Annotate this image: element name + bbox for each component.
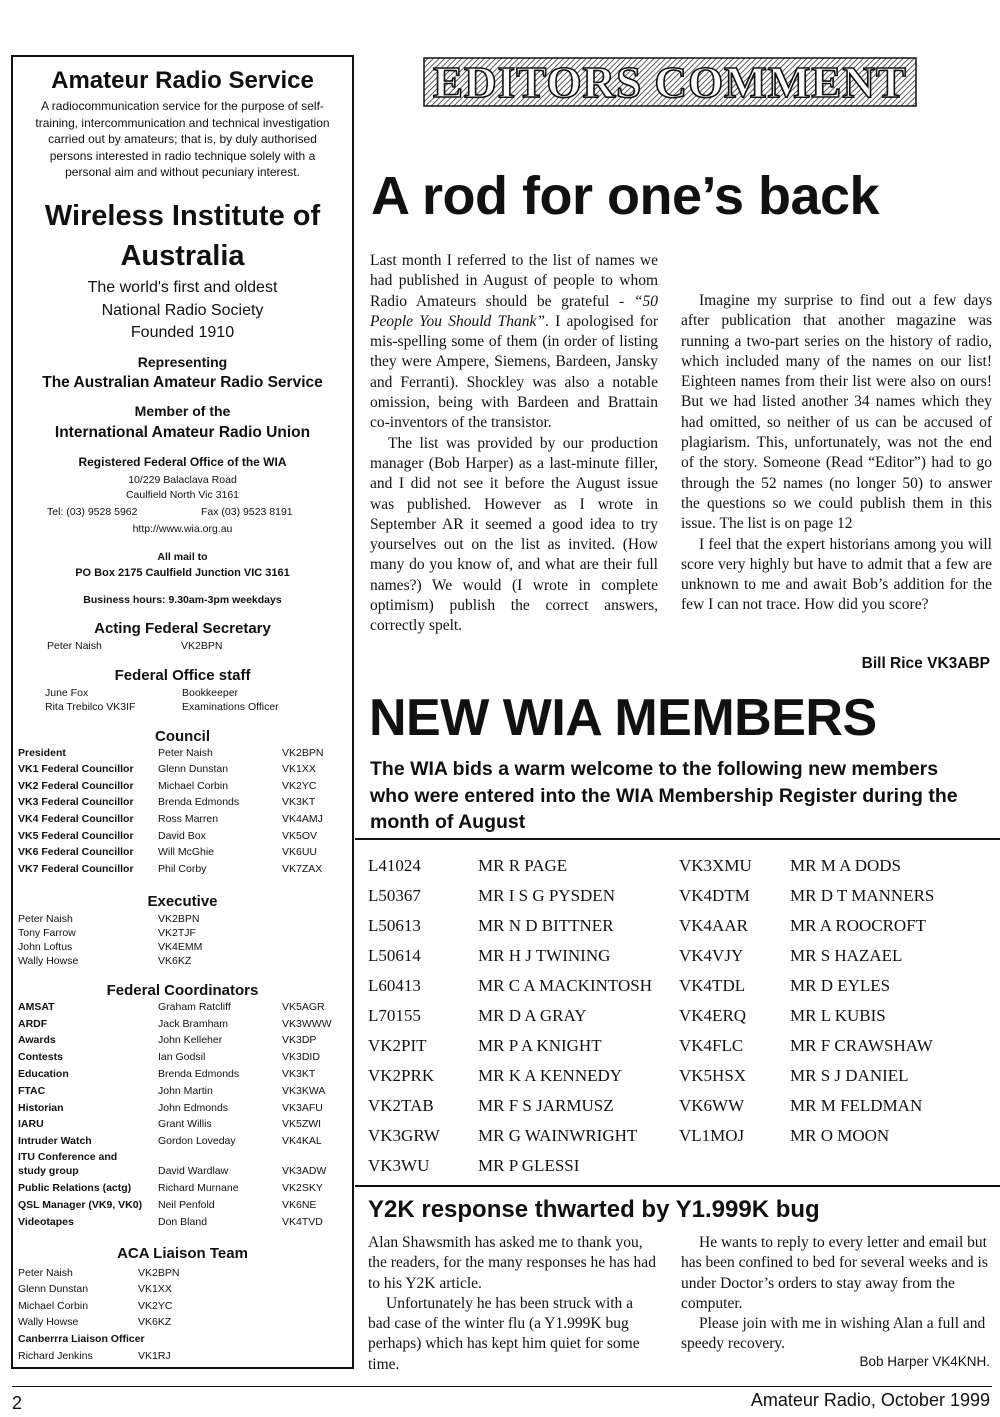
council-call: VK6UU <box>282 846 318 858</box>
mail-label: All mail to <box>157 551 208 563</box>
member-name: MR A ROOCROFT <box>790 916 927 935</box>
council-role: VK5 Federal Councillor <box>18 830 134 842</box>
member-call: VK5HSX <box>679 1066 747 1085</box>
coordinator-role: Intruder Watch <box>18 1135 92 1147</box>
staff-heading: Federal Office staff <box>114 667 251 684</box>
council-call: VK2BPN <box>282 747 324 759</box>
member-body: International Amateur Radio Union <box>54 424 311 441</box>
member-call: VK4ERQ <box>679 1006 747 1025</box>
coordinators-heading: Federal Coordinators <box>106 982 259 999</box>
new-members-intro: The WIA bids a warm welcome to the following new members who were entered into the WIA Membership Register during the month of August <box>370 758 958 833</box>
secretary-call: VK2BPN <box>181 640 223 652</box>
executive-name: Peter Naish <box>18 913 73 925</box>
member-name: MR P A KNIGHT <box>478 1036 602 1055</box>
coordinator-role: Awards <box>18 1034 56 1046</box>
member-call: VK2TAB <box>368 1096 434 1115</box>
new-members-title: NEW WIA MEMBERS <box>369 689 877 747</box>
members-table <box>355 838 1000 1187</box>
council-heading: Council <box>155 728 210 745</box>
member-call: L50614 <box>368 946 421 965</box>
executive-heading: Executive <box>147 893 218 910</box>
wia-title-line1: Wireless Institute of <box>44 200 321 232</box>
coordinator-role: Contests <box>18 1051 63 1063</box>
office-phone: Tel: (03) 9528 5962 <box>47 506 138 518</box>
council-role: VK4 Federal Councillor <box>18 813 134 825</box>
editorial-signature: Bill Rice VK3ABP <box>861 655 990 672</box>
member-name: MR M FELDMAN <box>790 1096 923 1115</box>
y2k-paragraph-3: He wants to reply to every letter and email but has been confined to bed for several weeks and is under Doctor’s orders to stay away from the computer. <box>681 1234 988 1312</box>
council-name: Phil Corby <box>158 863 207 875</box>
member-call: L70155 <box>368 1006 421 1025</box>
mail-address: PO Box 2175 Caulfield Junction VIC 3161 <box>75 567 290 579</box>
coordinator-role: Education <box>18 1068 69 1080</box>
y2k-paragraph-1: Alan Shawsmith has asked me to thank you, the readers, for the many responses he has had to his Y2K article. <box>368 1234 656 1292</box>
tagline-3: Founded 1910 <box>130 324 235 341</box>
coordinator-call: VK5ZWI <box>282 1118 322 1130</box>
council-role: VK6 Federal Councillor <box>18 846 134 858</box>
coordinator-call: VK3KWA <box>282 1085 326 1097</box>
y2k-article-title: Y2K response thwarted by Y1.999K bug <box>368 1196 820 1223</box>
office-title: Registered Federal Office of the WIA <box>78 455 287 469</box>
member-of-label: Member of the <box>134 403 231 419</box>
executive-call: VK2TJF <box>158 927 196 939</box>
secretary-heading: Acting Federal Secretary <box>94 620 271 637</box>
wia-info-sidebar <box>11 55 354 1369</box>
canberra-role: Canberrra Liaison Officer <box>18 1333 145 1345</box>
council-call: VK5OV <box>282 830 318 842</box>
member-name: MR N D BITTNER <box>478 916 614 935</box>
aca-call: VK2YC <box>138 1300 173 1312</box>
coordinator-call: VK3ADW <box>282 1165 327 1177</box>
office-address-2: Caulfield North Vic 3161 <box>125 489 240 501</box>
member-name: MR G WAINWRIGHT <box>478 1126 638 1145</box>
member-name: MR M A DODS <box>790 856 902 875</box>
member-name: MR S J DANIEL <box>790 1066 909 1085</box>
council-name: Glenn Dunstan <box>158 763 229 775</box>
council-call: VK2YC <box>282 780 317 792</box>
representing-body: The Australian Amateur Radio Service <box>42 374 323 391</box>
coordinator-role: AMSAT <box>18 1001 55 1013</box>
aca-name: Glenn Dunstan <box>18 1283 89 1295</box>
coordinator-name: Neil Penfold <box>158 1199 215 1211</box>
coordinator-role: Public Relations (actg) <box>18 1182 132 1194</box>
council-name: Brenda Edmonds <box>158 796 240 808</box>
office-fax: Fax (03) 9523 8191 <box>201 506 293 518</box>
tagline-1: The world's first and oldest <box>87 279 278 296</box>
editorial-paragraph-1 <box>370 251 658 434</box>
member-call: VK6WW <box>679 1096 745 1115</box>
coordinator-call: VK5AGR <box>282 1001 325 1013</box>
council-role: President <box>18 747 66 759</box>
council-role: VK1 Federal Councillor <box>18 763 134 775</box>
council-name: Will McGhie <box>158 846 215 858</box>
executive-call: VK4EMM <box>158 941 203 953</box>
y2k-column-2 <box>681 1233 992 1355</box>
editors-comment-masthead <box>423 57 917 107</box>
executive-name: Wally Howse <box>18 955 79 967</box>
coordinator-call: VK6NE <box>282 1199 317 1211</box>
wia-title-line2: Australia <box>120 240 245 272</box>
coordinator-name: John Martin <box>158 1085 213 1097</box>
coordinator-name: John Edmonds <box>158 1102 229 1114</box>
member-call: L50613 <box>368 916 421 935</box>
council-call: VK1XX <box>282 763 316 775</box>
staff-name: June Fox <box>45 687 89 699</box>
tagline-2: National Radio Society <box>101 302 264 319</box>
representing-label: Representing <box>137 354 228 370</box>
member-name: MR R PAGE <box>478 856 568 875</box>
footer-rule <box>12 1386 992 1387</box>
editorial-headline: A rod for one’s back <box>371 166 880 226</box>
executive-call: VK2BPN <box>158 913 200 925</box>
coordinator-name: Gordon Loveday <box>158 1135 236 1147</box>
coordinator-role: Historian <box>18 1102 64 1114</box>
member-call: VK2PRK <box>368 1066 435 1085</box>
office-website: http://www.wia.org.au <box>132 523 233 535</box>
canberra-call: VK1RJ <box>138 1350 171 1362</box>
member-call: VK3GRW <box>368 1126 440 1145</box>
member-name: MR O MOON <box>790 1126 890 1145</box>
coordinator-role-cont: study group <box>18 1165 79 1177</box>
coordinator-name: Graham Ratcliff <box>158 1001 231 1013</box>
editorial-text: . I apologised for mis-spelling some of them (in order of listing they were Ampere, Siemens, Bardeen, Jansky and Ferranti). Shockley was also a notable omission, being with Bardeen and Brattain co-inventors of the transistor. <box>370 312 658 432</box>
editorial-paragraph-4: I feel that the expert historians among you will score very highly but have to admit that a few are unknown to me and await Bob’s addition for the few I can not trace. How did you score? <box>681 535 992 614</box>
member-name: MR D A GRAY <box>478 1006 587 1025</box>
council-role: VK3 Federal Councillor <box>18 796 134 808</box>
editorial-text: Last month I referred to the list of names we had published in August of people to whom Radio Amateurs should be grateful - <box>370 252 658 310</box>
editorial-paragraph-3: Imagine my surprise to find out a few days after publication that another magazine was running a two-part series on the history of radio, which included many of the names on our list! Eighteen names from their list were also on ours! But we had listed another 34 names which they had omitted, so neither of us can be accused of plagiarism. This, unfortunately, was not the end of the story. Someone (Read “Editor”) had to go through the 52 names (no longer 50) to answer the questions so we could publish them in this issue. The list is on page 12 <box>681 292 992 533</box>
coordinator-name: Don Bland <box>158 1216 208 1228</box>
coordinator-name: Richard Murnane <box>158 1182 239 1194</box>
member-call: VK4VJY <box>679 946 744 965</box>
member-name: MR P GLESSI <box>478 1156 580 1175</box>
coordinator-call: VK4KAL <box>282 1135 322 1147</box>
ars-description: A radiocommunication service for the purpose of self-training, intercommunication and technical investigation carried out by amateurs; that is, by duly authorised persons interested in radio technique solely with a personal aim and without pecuniary interest. <box>35 99 330 179</box>
council-call: VK7ZAX <box>282 863 323 875</box>
member-name: MR K A KENNEDY <box>478 1066 623 1085</box>
member-call: L60413 <box>368 976 421 995</box>
member-name: MR C A MACKINTOSH <box>478 976 652 995</box>
coordinator-name: Brenda Edmonds <box>158 1068 240 1080</box>
coordinator-call: VK3AFU <box>282 1102 323 1114</box>
member-call: VK3XMU <box>679 856 752 875</box>
coordinator-call: VK4TVD <box>282 1216 323 1228</box>
member-name: MR D T MANNERS <box>790 886 935 905</box>
coordinator-name: David Wardlaw <box>158 1165 229 1177</box>
coordinator-role: ITU Conference and <box>18 1151 118 1163</box>
ars-title: Amateur Radio Service <box>51 67 314 94</box>
masthead-text: EDITORS COMMENT <box>433 58 907 107</box>
member-name: MR S HAZAEL <box>790 946 903 965</box>
member-name: MR F S JARMUSZ <box>478 1096 614 1115</box>
member-name: MR L KUBIS <box>790 1006 886 1025</box>
staff-role: Examinations Officer <box>182 701 279 713</box>
y2k-column-1 <box>368 1233 656 1375</box>
aca-call: VK2BPN <box>138 1267 180 1279</box>
aca-call: VK1XX <box>138 1283 172 1295</box>
coordinator-role: FTAC <box>18 1085 46 1097</box>
publication-footer: Amateur Radio, October 1999 <box>750 1390 990 1410</box>
council-name: Peter Naish <box>158 747 213 759</box>
council-name: Michael Corbin <box>158 780 229 792</box>
executive-name: Tony Farrow <box>18 927 76 939</box>
council-call: VK4AMJ <box>282 813 323 825</box>
member-call: VL1MOJ <box>679 1126 745 1145</box>
coordinator-call: VK3DP <box>282 1034 317 1046</box>
member-name: MR H J TWINING <box>478 946 611 965</box>
y2k-paragraph-2: Unfortunately he has been struck with a bad case of the winter flu (a Y1.999K bug perhaps) which has kept him quiet for some time. <box>368 1294 640 1373</box>
secretary-name: Peter Naish <box>47 640 102 652</box>
y2k-paragraph-4: Please join with me in wishing Alan a full and speedy recovery. <box>681 1315 986 1353</box>
staff-name: Rita Trebilco VK3IF <box>45 701 136 713</box>
editorial-column-2 <box>681 251 992 616</box>
coordinator-role: IARU <box>18 1118 44 1130</box>
coordinator-role: ARDF <box>18 1018 48 1030</box>
member-name: MR I S G PYSDEN <box>478 886 615 905</box>
aca-name: Peter Naish <box>18 1267 73 1279</box>
member-call: VK4FLC <box>679 1036 744 1055</box>
coordinator-call: VK3WWW <box>282 1018 332 1030</box>
coordinator-name: Ian Godsil <box>158 1051 206 1063</box>
aca-name: Wally Howse <box>18 1316 79 1328</box>
member-call: VK4DTM <box>679 886 750 905</box>
member-call: L50367 <box>368 886 421 905</box>
coordinator-role: Videotapes <box>18 1216 74 1228</box>
article-title-quote: “50 People You Should Thank” <box>370 292 658 330</box>
council-role: VK2 Federal Councillor <box>18 780 134 792</box>
member-call: VK2PIT <box>368 1036 427 1055</box>
editorial-column-1 <box>370 251 658 635</box>
coordinator-call: VK3KT <box>282 1068 316 1080</box>
member-call: VK4AAR <box>679 916 748 935</box>
coordinator-role: QSL Manager (VK9, VK0) <box>18 1199 143 1211</box>
coordinator-name: Jack Bramham <box>158 1018 229 1030</box>
coordinator-name: Grant Willis <box>158 1118 212 1130</box>
coordinator-call: VK3DID <box>282 1051 320 1063</box>
aca-name: Michael Corbin <box>18 1300 89 1312</box>
aca-heading: ACA Liaison Team <box>117 1245 248 1262</box>
page-number: 2 <box>12 1393 23 1413</box>
y2k-signature: Bob Harper VK4KNH. <box>859 1354 990 1369</box>
staff-role: Bookkeeper <box>182 687 239 699</box>
coordinator-name: John Kelleher <box>158 1034 223 1046</box>
canberra-name: Richard Jenkins <box>18 1350 93 1362</box>
executive-call: VK6KZ <box>158 955 192 967</box>
council-name: David Box <box>158 830 206 842</box>
council-role: VK7 Federal Councillor <box>18 863 134 875</box>
aca-call: VK6KZ <box>138 1316 172 1328</box>
member-name: MR F CRAWSHAW <box>790 1036 933 1055</box>
member-call: L41024 <box>368 856 421 875</box>
member-call: VK3WU <box>368 1156 430 1175</box>
member-name: MR D EYLES <box>790 976 891 995</box>
executive-name: John Loftus <box>18 941 73 953</box>
council-call: VK3KT <box>282 796 316 808</box>
office-address-1: 10/229 Balaclava Road <box>128 474 237 486</box>
editorial-paragraph-2: The list was provided by our production manager (Bob Harper) as a last-minute filler, and I did not see it before the August issue was published. However as I wrote in September AR it seemed a good idea to try yourselves out on the list as invited. (How many do you know of, and what are their full names?) We would (I wrote in complete optimism) publish the correct answers, correctly spelt. <box>370 434 658 635</box>
member-call: VK4TDL <box>679 976 746 995</box>
business-hours: Business hours: 9.30am-3pm weekdays <box>83 594 282 606</box>
coordinator-call: VK2SKY <box>282 1182 323 1194</box>
council-name: Ross Marren <box>158 813 219 825</box>
